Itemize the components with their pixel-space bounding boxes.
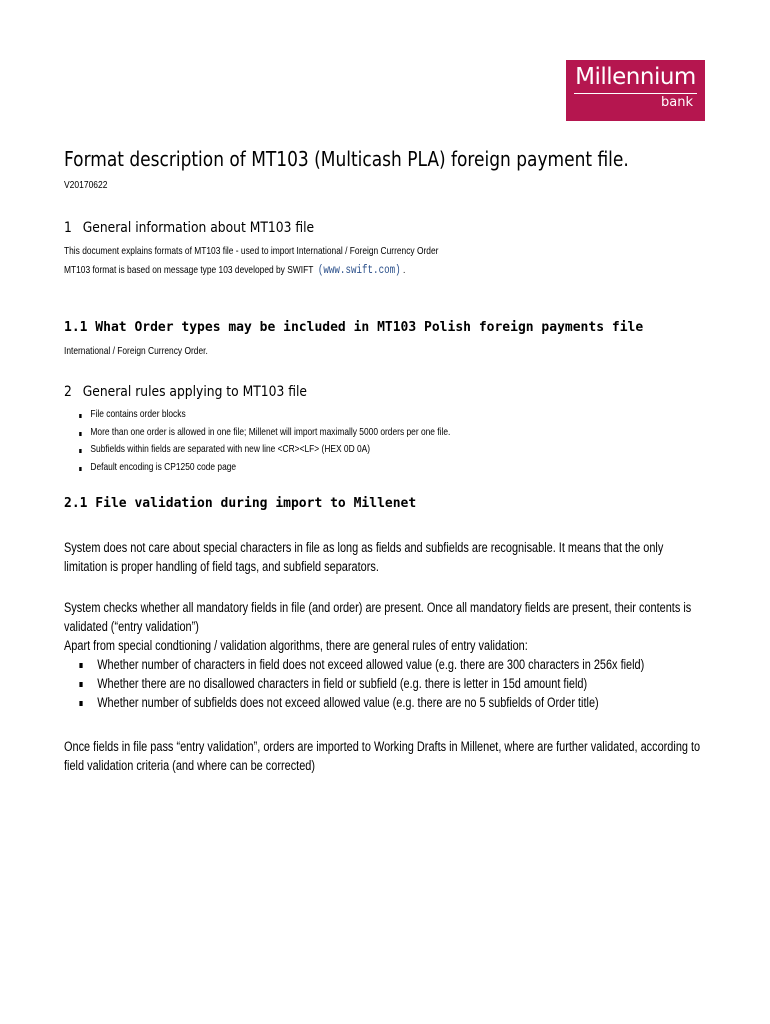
document-title: Format description of MT103 (Multicash PLA) foreign payment file. [64, 147, 629, 171]
list-item [64, 674, 704, 693]
swift-link[interactable]: (www.swift.com) [317, 264, 401, 277]
section-2-1-heading: 2.1 File validation during import to Millenet [64, 496, 417, 511]
list-item-text: Whether number of characters in field does not exceed allowed value (e.g. there are 300 characters in 256x field) [97, 657, 645, 672]
general-rules-list [64, 408, 547, 478]
section-1-title: General information about MT103 file [82, 220, 315, 236]
bullet-icon [79, 414, 81, 418]
bullet-icon [79, 467, 81, 471]
document-version: V20170622 [64, 180, 108, 191]
section-1-line-1: This document explains formats of MT103 file - used to import International / Foreign Currency Order [64, 245, 439, 257]
list-item-text: Default encoding is CP1250 code page [90, 460, 237, 473]
logo-subtitle: bank [661, 95, 693, 110]
validation-paragraph-3: Apart from special condtioning / validation algorithms, there are general rules of entry validation: [64, 638, 528, 653]
section-2-heading [64, 384, 307, 400]
section-2-title: General rules applying to MT103 file [82, 384, 307, 400]
list-item-text: Subfields within fields are separated with new line <CR><LF> (HEX 0D 0A) [90, 443, 371, 455]
list-item-text: More than one order is allowed in one file; Millenet will import maximally 5000 orders per one file. [90, 425, 451, 438]
list-item [64, 693, 704, 712]
list-item [64, 655, 704, 674]
section-1-line-2 [64, 264, 405, 277]
entry-validation-rules [64, 655, 704, 712]
list-item-text: Whether number of subfields does not exceed allowed value (e.g. there are no 5 subfields of Order title) [97, 695, 599, 710]
section-1-1-heading: 1.1 What Order types may be included in MT103 Polish foreign payments file [64, 320, 644, 335]
list-item [64, 426, 450, 444]
bullet-icon [79, 663, 82, 668]
bullet-icon [79, 432, 81, 436]
list-item [64, 408, 450, 426]
list-item [64, 443, 450, 461]
list-item [64, 461, 450, 479]
section-1-number: 1 [64, 220, 72, 236]
validation-paragraph-4: Once fields in file pass “entry validation”, orders are imported to Working Drafts in Millenet, where are further validated, according to field validation criteria (and where can be corrected) [64, 739, 701, 773]
validation-paragraph-1: System does not care about special characters in file as long as fields and subfields are recognisable. It means that the only limitation is proper handling of field tags, and subfield separators. [64, 540, 664, 574]
bullet-icon [79, 701, 82, 706]
bullet-icon [79, 682, 82, 687]
validation-block [64, 598, 704, 712]
millennium-bank-logo [566, 60, 705, 121]
logo-brand: Millennium [575, 64, 696, 90]
list-item-text: Whether there are no disallowed characters in field or subfield (e.g. there is letter in 15d amount field) [97, 676, 588, 691]
section-1-line-2-end: . [403, 264, 406, 276]
section-1-1-text: International / Foreign Currency Order. [64, 345, 208, 357]
section-1-heading [64, 220, 314, 236]
logo-divider [574, 93, 697, 94]
validation-paragraph-2: System checks whether all mandatory fields in file (and order) are present. Once all mandatory fields are present, their contents is validated (“entry validation”) [64, 600, 692, 634]
bullet-icon [79, 449, 81, 453]
list-item-text: File contains order blocks [90, 408, 186, 420]
section-2-number: 2 [64, 384, 72, 400]
section-1-line-2-text: MT103 format is based on message type 103 developed by SWIFT [64, 264, 314, 276]
